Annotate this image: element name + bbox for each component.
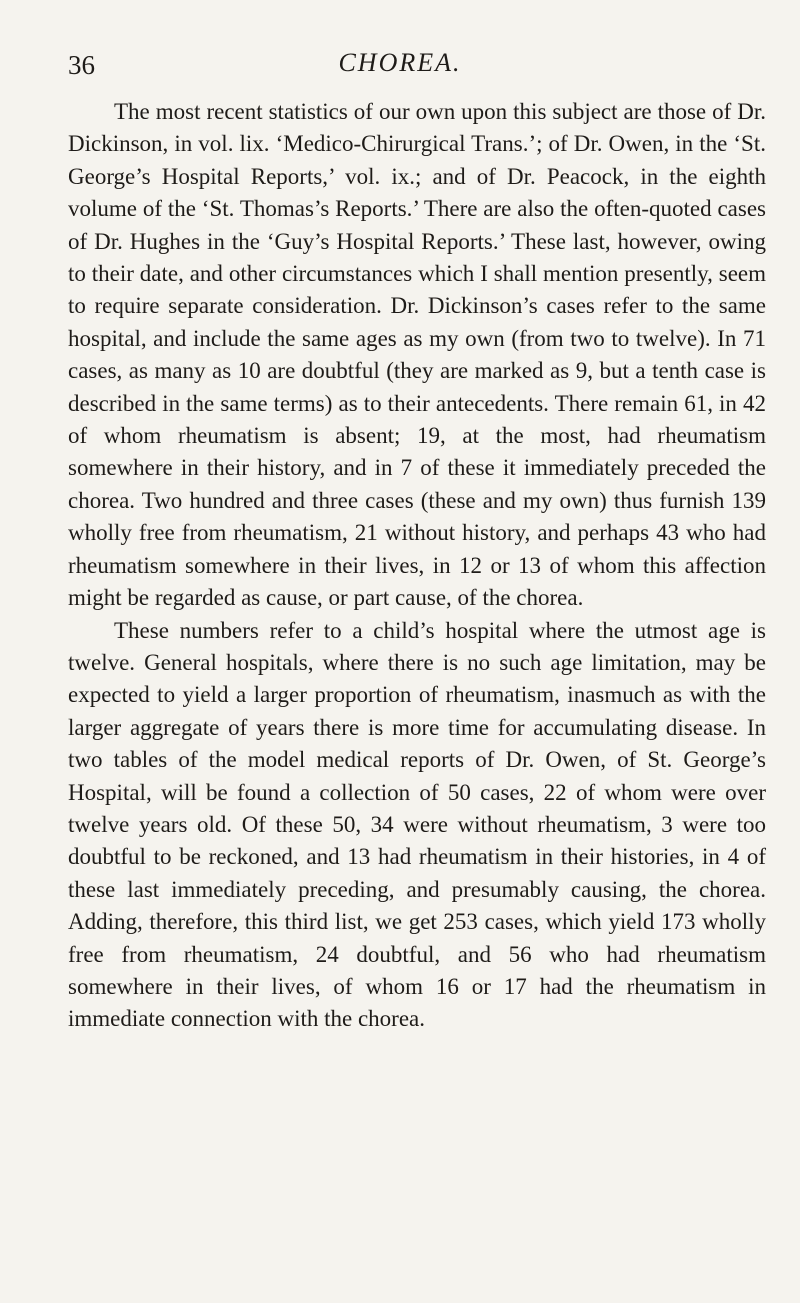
paragraph: The most recent statistics of our own upon this subject are those of Dr. Dickinson, in vol. lix. ‘Medico-Chirurgical Trans.’; of Dr. Owen, in the ‘St. George’s Hospital Reports,’ vol. ix.; and of Dr. Peacock, in the eighth volume of the ‘St. Thomas’s Reports.’ There are also the often-quoted cases of Dr. Hughes in the ‘Guy’s Hospital Reports.’ These last, however, owing to their date, and other circumstances which I shall mention presently, seem to require separate consideration. Dr. Dickinson’s cases refer to the same hospital, and include the same ages as my own (from two to twelve). In 71 cases, as many as 10 are doubtful (they are marked as 9, but a tenth case is described in the same terms) as to their antecedents. There remain 61, in 42 of whom rheumatism is absent; 19, at the most, had rheumatism somewhere in their history, and in 7 of these it immediately preceded the chorea. Two hundred and three cases (these and my own) thus furnish 139 wholly free from rheumatism, 21 without history, and perhaps 43 who had rheumatism somewhere in their lives, in 12 or 13 of whom this affection might be regarded as cause, or part cause, of the chorea.: [68, 99, 766, 611]
running-title: CHOREA.: [338, 48, 462, 77]
body-text: [68, 96, 766, 1036]
paragraph: These numbers refer to a child’s hospital where the utmost age is twelve. General hospitals, where there is no such age limitation, may be expected to yield a larger proportion of rheumatism, inasmuch as with the larger aggregate of years there is more time for accumulating disease. In two tables of the model medical reports of Dr. Owen, of St. George’s Hospital, will be found a collection of 50 cases, 22 of whom were over twelve years old. Of these 50, 34 were without rheumatism, 3 were too doubtful to be reckoned, and 13 had rheumatism in their histories, in 4 of these last immediately preceding, and presumably causing, the chorea. Adding, therefore, this third list, we get 253 cases, which yield 173 wholly free from rheumatism, 24 doubtful, and 56 who had rheumatism somewhere in their lives, of whom 16 or 17 had the rheumatism in immediate connection with the chorea.: [68, 617, 766, 1032]
page-number: 36: [68, 50, 95, 80]
